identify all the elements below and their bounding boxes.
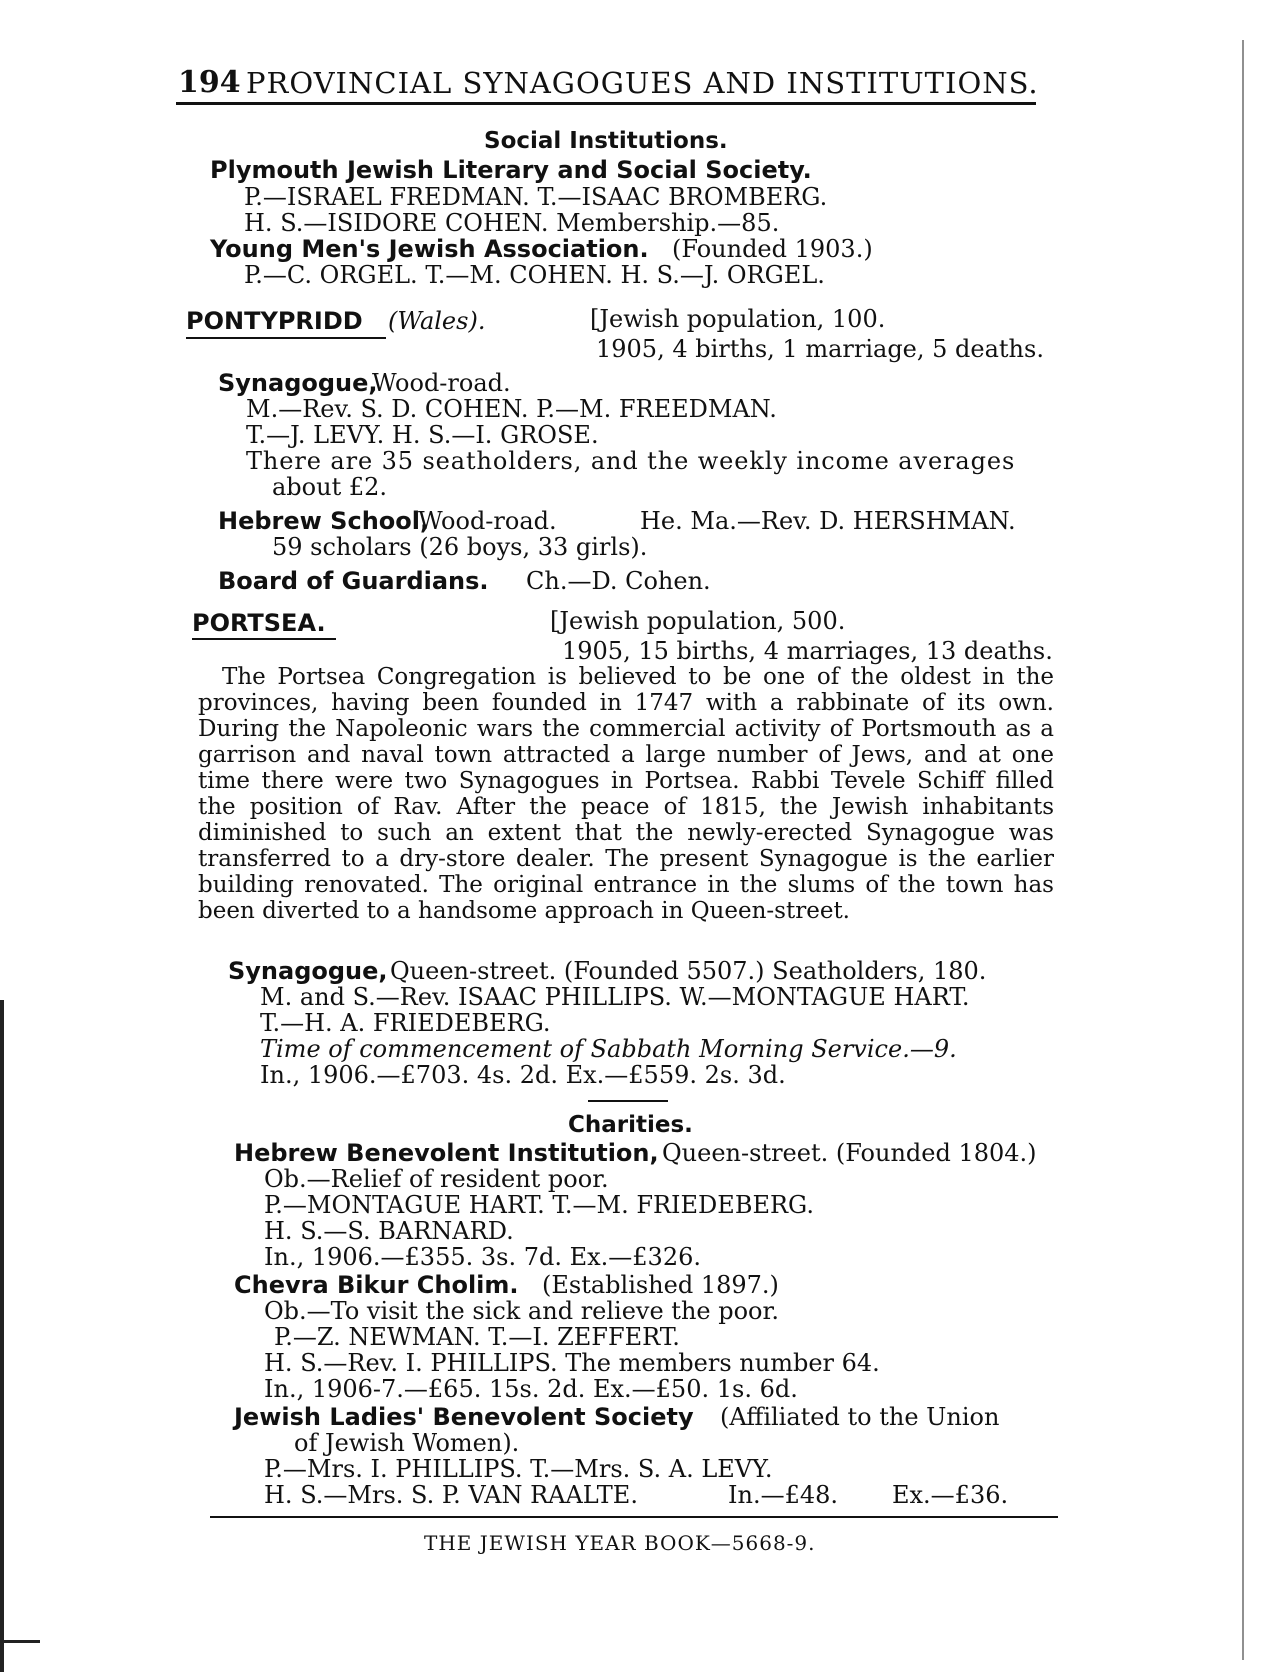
association-officers: P.—C. ORGEL. T.—M. COHEN. H. S.—J. ORGEL. bbox=[244, 261, 825, 289]
portsea-history-paragraph: The Portsea Congregation is believed to be one of the oldest in the provinces, having been founded in 1747 with a rabbinate of its own. During the Napoleonic wars the commercial activity of Portsmouth as a garrison and naval town attracted a large number of Jews, and at one time there were two Synagogues in Portsea. Rabbi Tevele Schiff filled the position of Rav. After the peace of 1815, the Jewish inhabitants diminished to such an extent that the newly-erected Synagogue was transferred to a dry-store dealer. The present Synagogue is the earlier building renovated. The original entrance in the slums of the town has been diverted to a handsome approach in Queen-street. bbox=[198, 664, 1054, 924]
charity-expense: Ex.—£36. bbox=[892, 1481, 1009, 1509]
scan-edge-right bbox=[1242, 40, 1244, 1660]
school-master: He. Ma.—Rev. D. HERSHMAN. bbox=[640, 507, 1016, 535]
population-portsea: [Jewish population, 500. bbox=[550, 607, 846, 635]
charity-officers: P.—MONTAGUE HART. T.—M. FRIEDEBERG. bbox=[264, 1191, 814, 1219]
synagogue-officers-2: T.—J. LEVY. H. S.—I. GROSE. bbox=[246, 421, 599, 449]
charity-finance: In., 1906-7.—£65. 15s. 2d. Ex.—£50. 1s. 6d. bbox=[264, 1375, 798, 1403]
scan-edge-left bbox=[0, 1000, 4, 1672]
charity-name: Chevra Bikur Cholim. bbox=[234, 1271, 519, 1299]
charity-object: Ob.—Relief of resident poor. bbox=[264, 1165, 609, 1193]
section-heading-social: Social Institutions. bbox=[484, 128, 728, 154]
society-officers: P.—ISRAEL FREDMAN. T.—ISAAC BROMBERG. bbox=[244, 183, 828, 211]
charity-details: (Affiliated to the Union bbox=[720, 1403, 1000, 1431]
guardians-label: Board of Guardians. bbox=[218, 567, 489, 595]
section-heading-charities: Charities. bbox=[568, 1112, 693, 1138]
society-secretary: H. S.—ISIDORE COHEN. Membership.—85. bbox=[244, 209, 780, 237]
page-title: PROVINCIAL SYNAGOGUES AND INSTITUTIONS. bbox=[246, 66, 1039, 100]
charity-object: Ob.—To visit the sick and relieve the poor. bbox=[264, 1297, 779, 1325]
synagogue-address: Wood-road. bbox=[372, 369, 511, 397]
charity-income: In.—£48. bbox=[728, 1481, 839, 1509]
section-divider bbox=[588, 1100, 668, 1102]
association-founded: (Founded 1903.) bbox=[672, 235, 873, 263]
town-underline-portsea bbox=[192, 638, 336, 640]
charity-secretary: H. S.—Mrs. S. P. VAN RAALTE. bbox=[264, 1481, 638, 1509]
synagogue-officers: M. and S.—Rev. ISAAC PHILLIPS. W.—MONTAGUE HART. bbox=[260, 983, 970, 1011]
town-underline bbox=[186, 337, 386, 339]
synagogue-label: Synagogue, bbox=[228, 957, 388, 985]
synagogue-details: Queen-street. (Founded 5507.) Seatholders, 180. bbox=[390, 957, 987, 985]
charity-officers: P.—Mrs. I. PHILLIPS. T.—Mrs. S. A. LEVY. bbox=[264, 1455, 773, 1483]
charity-name: Hebrew Benevolent Institution, bbox=[234, 1139, 659, 1167]
service-time: Time of commencement of Sabbath Morning Service.—9. bbox=[260, 1035, 957, 1063]
page-number: 194 bbox=[178, 65, 241, 100]
school-label: Hebrew School, bbox=[218, 507, 430, 535]
synagogue-officers: M.—Rev. S. D. COHEN. P.—M. FREEDMAN. bbox=[246, 395, 777, 423]
town-heading-portsea: PORTSEA. bbox=[192, 609, 326, 637]
synagogue-note: There are 35 seatholders, and the weekly income averages bbox=[246, 447, 1016, 475]
school-scholars: 59 scholars (26 boys, 33 girls). bbox=[272, 533, 648, 561]
charity-secretary: H. S.—Rev. I. PHILLIPS. The members number 64. bbox=[264, 1349, 880, 1377]
charity-details: (Established 1897.) bbox=[542, 1271, 779, 1299]
charity-name: Jewish Ladies' Benevolent Society bbox=[234, 1403, 694, 1431]
footer-rule bbox=[210, 1516, 1058, 1518]
society-name: Plymouth Jewish Literary and Social Society. bbox=[210, 156, 812, 184]
town-region: (Wales). bbox=[388, 307, 486, 335]
guardians-chair: Ch.—D. Cohen. bbox=[526, 567, 711, 595]
vital-stats-pontypridd: 1905, 4 births, 1 marriage, 5 deaths. bbox=[596, 335, 1044, 363]
charity-details: Queen-street. (Founded 1804.) bbox=[662, 1139, 1037, 1167]
vital-stats-portsea: 1905, 15 births, 4 marriages, 13 deaths. bbox=[562, 637, 1053, 665]
synagogue-label: Synagogue, bbox=[218, 369, 378, 397]
scan-edge-left-corner bbox=[0, 1640, 40, 1643]
charity-finance: In., 1906.—£355. 3s. 7d. Ex.—£326. bbox=[264, 1243, 701, 1271]
synagogue-note-2: about £2. bbox=[272, 473, 388, 501]
population-pontypridd: [Jewish population, 100. bbox=[590, 305, 886, 333]
charity-secretary: H. S.—S. BARNARD. bbox=[264, 1217, 514, 1245]
synagogue-finance: In., 1906.—£703. 4s. 2d. Ex.—£559. 2s. 3d. bbox=[260, 1061, 786, 1089]
charity-officers: P.—Z. NEWMAN. T.—I. ZEFFERT. bbox=[274, 1323, 680, 1351]
school-address: Wood-road. bbox=[418, 507, 557, 535]
town-heading-pontypridd: PONTYPRIDD bbox=[186, 307, 363, 335]
synagogue-treasurer: T.—H. A. FRIEDEBERG. bbox=[260, 1009, 551, 1037]
header-rule bbox=[176, 102, 1036, 105]
footer-title: THE JEWISH YEAR BOOK—5668-9. bbox=[424, 1531, 816, 1555]
charity-details-2: of Jewish Women). bbox=[294, 1429, 520, 1457]
association-name: Young Men's Jewish Association. bbox=[210, 235, 649, 263]
